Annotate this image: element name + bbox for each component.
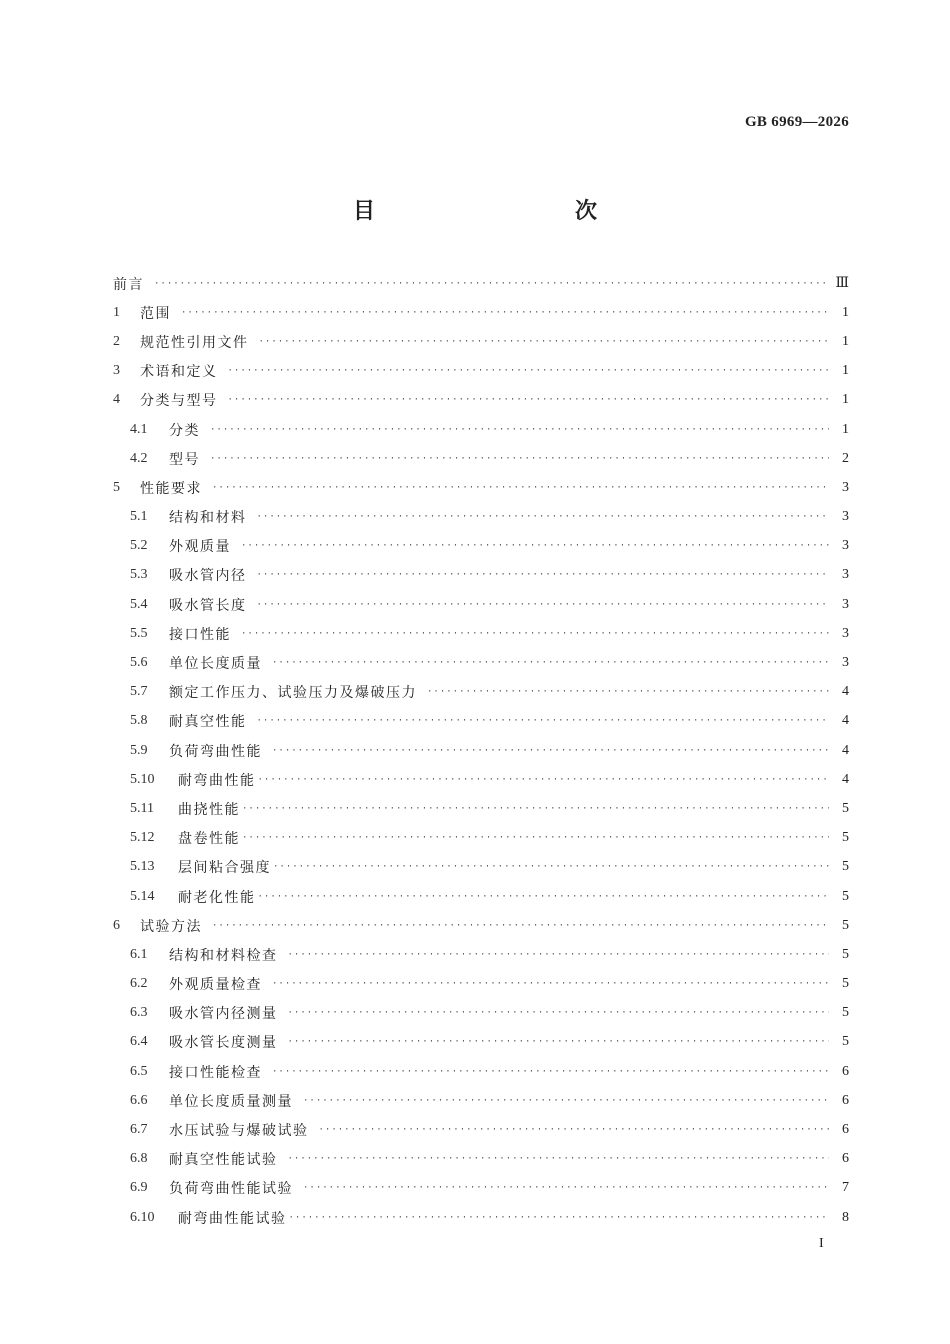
toc-entry-page: 4 [842,713,849,729]
toc-entry[interactable] [113,619,849,648]
toc-entry-page: 6 [842,1151,849,1167]
toc-entry-title: 性能要求 [140,480,202,497]
toc-entry-page: 5 [842,888,849,904]
toc-leader-dots [257,714,830,728]
toc-leader-dots [228,364,830,378]
toc-entry[interactable] [113,327,849,356]
toc-entry-title: 吸水管长度 [169,597,247,614]
toc-entry-title: 规范性引用文件 [140,334,249,351]
toc-entry-title: 耐老化性能 [178,889,256,906]
toc-entry-page: Ⅲ [835,276,849,292]
toc-entry-title: 结构和材料检查 [169,947,278,964]
toc-entry-title: 负荷弯曲性能 [169,743,262,760]
toc-leader-dots [303,1181,829,1195]
toc-entry-title: 术语和定义 [140,364,218,381]
toc-entry-number: 5.1 [130,509,148,525]
toc-entry-page: 8 [842,1209,849,1225]
toc-entry-title: 耐真空性能 [169,714,247,731]
toc-entry-number: 1 [113,304,120,320]
toc-entry-title: 分类与型号 [140,393,218,410]
toc-entry[interactable] [113,824,849,853]
toc-entry-title: 结构和材料 [169,510,247,527]
toc-entry-number: 5.6 [130,655,148,671]
toc-entry-number: 5.10 [130,771,155,787]
toc-leader-dots [257,598,830,612]
toc-entry[interactable] [113,269,849,298]
table-of-contents [113,269,849,1232]
toc-leader-dots [242,802,829,816]
toc-entry[interactable] [113,473,849,502]
toc-entry-page: 6 [842,1063,849,1079]
toc-entry[interactable] [113,911,849,940]
toc-entry-number: 5.5 [130,625,148,641]
toc-entry[interactable] [113,1057,849,1086]
toc-entry[interactable] [113,853,849,882]
toc-entry-number: 4 [113,392,120,408]
toc-entry-page: 1 [842,421,849,437]
toc-entry[interactable] [113,532,849,561]
toc-entry-title: 耐弯曲性能试验 [178,1210,287,1227]
toc-entry-title: 单位长度质量 [169,656,262,673]
toc-entry[interactable] [113,386,849,415]
toc-entry-title: 负荷弯曲性能试验 [169,1181,293,1198]
toc-leader-dots [272,744,829,758]
toc-entry-page: 5 [842,976,849,992]
toc-entry[interactable] [113,444,849,473]
toc-leader-dots [272,1065,829,1079]
toc-entry-page: 5 [842,1005,849,1021]
toc-entry-title: 范围 [140,305,171,322]
toc-entry-number: 3 [113,363,120,379]
toc-entry-title: 前言 [113,276,144,293]
toc-entry[interactable] [113,765,849,794]
toc-entry-page: 4 [842,771,849,787]
toc-entry-page: 6 [842,1092,849,1108]
toc-entry-page: 3 [842,596,849,612]
toc-entry-page: 4 [842,742,849,758]
toc-entry-page: 1 [842,363,849,379]
toc-leader-dots [272,656,829,670]
toc-entry-number: 5.14 [130,888,155,904]
toc-leader-dots [288,1152,830,1166]
toc-entry-number: 6.10 [130,1209,155,1225]
toc-leader-dots [258,773,830,787]
toc-entry-title: 曲挠性能 [178,801,240,818]
toc-entry-number: 5.9 [130,742,148,758]
toc-leader-dots [272,977,829,991]
toc-entry-page: 5 [842,830,849,846]
toc-entry[interactable] [113,1145,849,1174]
toc-entry-title: 分类 [169,422,200,439]
toc-leader-dots [257,510,830,524]
toc-leader-dots [181,306,829,320]
toc-entry-page: 5 [842,859,849,875]
toc-entry[interactable] [113,1203,849,1232]
toc-entry[interactable] [113,1115,849,1144]
toc-entry[interactable] [113,707,849,736]
toc-entry-number: 6.4 [130,1034,148,1050]
toc-leader-dots [303,1094,829,1108]
toc-entry[interactable] [113,298,849,327]
toc-entry-page: 3 [842,479,849,495]
toc-entry-title: 层间粘合强度 [178,860,271,877]
toc-entry-title: 额定工作压力、试验压力及爆破压力 [169,685,417,702]
toc-entry[interactable] [113,794,849,823]
toc-entry-title: 盘卷性能 [178,831,240,848]
toc-entry-page: 1 [842,333,849,349]
toc-leader-dots [273,860,829,874]
toc-entry-title: 耐真空性能试验 [169,1152,278,1169]
toc-entry-page: 3 [842,538,849,554]
toc-entry[interactable] [113,1174,849,1203]
toc-entry-page: 1 [842,392,849,408]
toc-entry-title: 吸水管内径测量 [169,1006,278,1023]
toc-entry[interactable] [113,357,849,386]
toc-leader-dots [319,1123,830,1137]
toc-entry-number: 5.2 [130,538,148,554]
toc-entry-page: 5 [842,1034,849,1050]
toc-entry[interactable] [113,999,849,1028]
toc-leader-dots [212,481,829,495]
toc-entry[interactable] [113,1086,849,1115]
toc-entry-number: 5.7 [130,684,148,700]
toc-entry-title: 外观质量 [169,539,231,556]
toc-entry-page: 5 [842,946,849,962]
toc-leader-dots [210,452,829,466]
toc-entry-page: 7 [842,1180,849,1196]
toc-entry-number: 4.1 [130,421,148,437]
toc-entry-title: 接口性能检查 [169,1064,262,1081]
toc-leader-dots [212,919,829,933]
toc-entry[interactable] [113,503,849,532]
toc-entry-page: 5 [842,917,849,933]
toc-entry[interactable] [113,882,849,911]
toc-leader-dots [242,831,829,845]
toc-leader-dots [259,335,830,349]
toc-leader-dots [288,1035,830,1049]
toc-entry[interactable] [113,970,849,999]
toc-entry-page: 3 [842,655,849,671]
toc-entry-page: 4 [842,684,849,700]
toc-entry-number: 5.13 [130,859,155,875]
toc-entry[interactable] [113,590,849,619]
toc-entry-title: 接口性能 [169,626,231,643]
page-title: 目 次 [352,199,649,224]
toc-entry-number: 6.6 [130,1092,148,1108]
toc-leader-dots [427,685,829,699]
toc-leader-dots [241,627,829,641]
toc-entry[interactable] [113,415,849,444]
toc-leader-dots [257,568,830,582]
toc-entry-number: 6.7 [130,1122,148,1138]
toc-entry-title: 外观质量检查 [169,977,262,994]
toc-entry-title: 水压试验与爆破试验 [169,1123,309,1140]
toc-entry-page: 6 [842,1122,849,1138]
footer-page-number: I [819,1236,824,1251]
toc-entry-number: 5 [113,479,120,495]
toc-entry-number: 2 [113,333,120,349]
toc-entry[interactable] [113,736,849,765]
toc-entry-title: 吸水管长度测量 [169,1035,278,1052]
toc-entry-number: 6 [113,917,120,933]
toc-leader-dots [288,1006,830,1020]
toc-entry-page: 2 [842,450,849,466]
toc-entry[interactable] [113,678,849,707]
toc-entry-number: 5.3 [130,567,148,583]
toc-leader-dots [258,890,830,904]
toc-entry-number: 6.9 [130,1180,148,1196]
toc-entry-title: 吸水管内径 [169,568,247,585]
toc-entry-number: 5.12 [130,830,155,846]
toc-entry-page: 5 [842,800,849,816]
toc-leader-dots [241,539,829,553]
toc-entry[interactable] [113,561,849,590]
toc-entry-title: 型号 [169,451,200,468]
toc-entry-number: 6.1 [130,946,148,962]
standard-code: GB 6969—2026 [744,114,849,130]
toc-entry-page: 3 [842,625,849,641]
toc-entry-number: 4.2 [130,450,148,466]
toc-entry[interactable] [113,1028,849,1057]
toc-entry-title: 耐弯曲性能 [178,772,256,789]
toc-entry-number: 6.5 [130,1063,148,1079]
toc-entry-number: 6.2 [130,976,148,992]
toc-entry[interactable] [113,648,849,677]
toc-leader-dots [210,423,829,437]
toc-entry-number: 5.8 [130,713,148,729]
toc-leader-dots [154,277,829,291]
toc-entry-number: 5.4 [130,596,148,612]
toc-entry-number: 5.11 [130,800,154,816]
toc-entry-title: 试验方法 [140,918,202,935]
toc-leader-dots [228,393,830,407]
toc-entry-page: 3 [842,509,849,525]
toc-entry-number: 6.3 [130,1005,148,1021]
toc-entry-page: 3 [842,567,849,583]
toc-entry-number: 6.8 [130,1151,148,1167]
toc-entry-page: 1 [842,304,849,320]
toc-entry[interactable] [113,940,849,969]
toc-entry-title: 单位长度质量测量 [169,1093,293,1110]
toc-leader-dots [289,1211,830,1225]
toc-leader-dots [288,948,830,962]
